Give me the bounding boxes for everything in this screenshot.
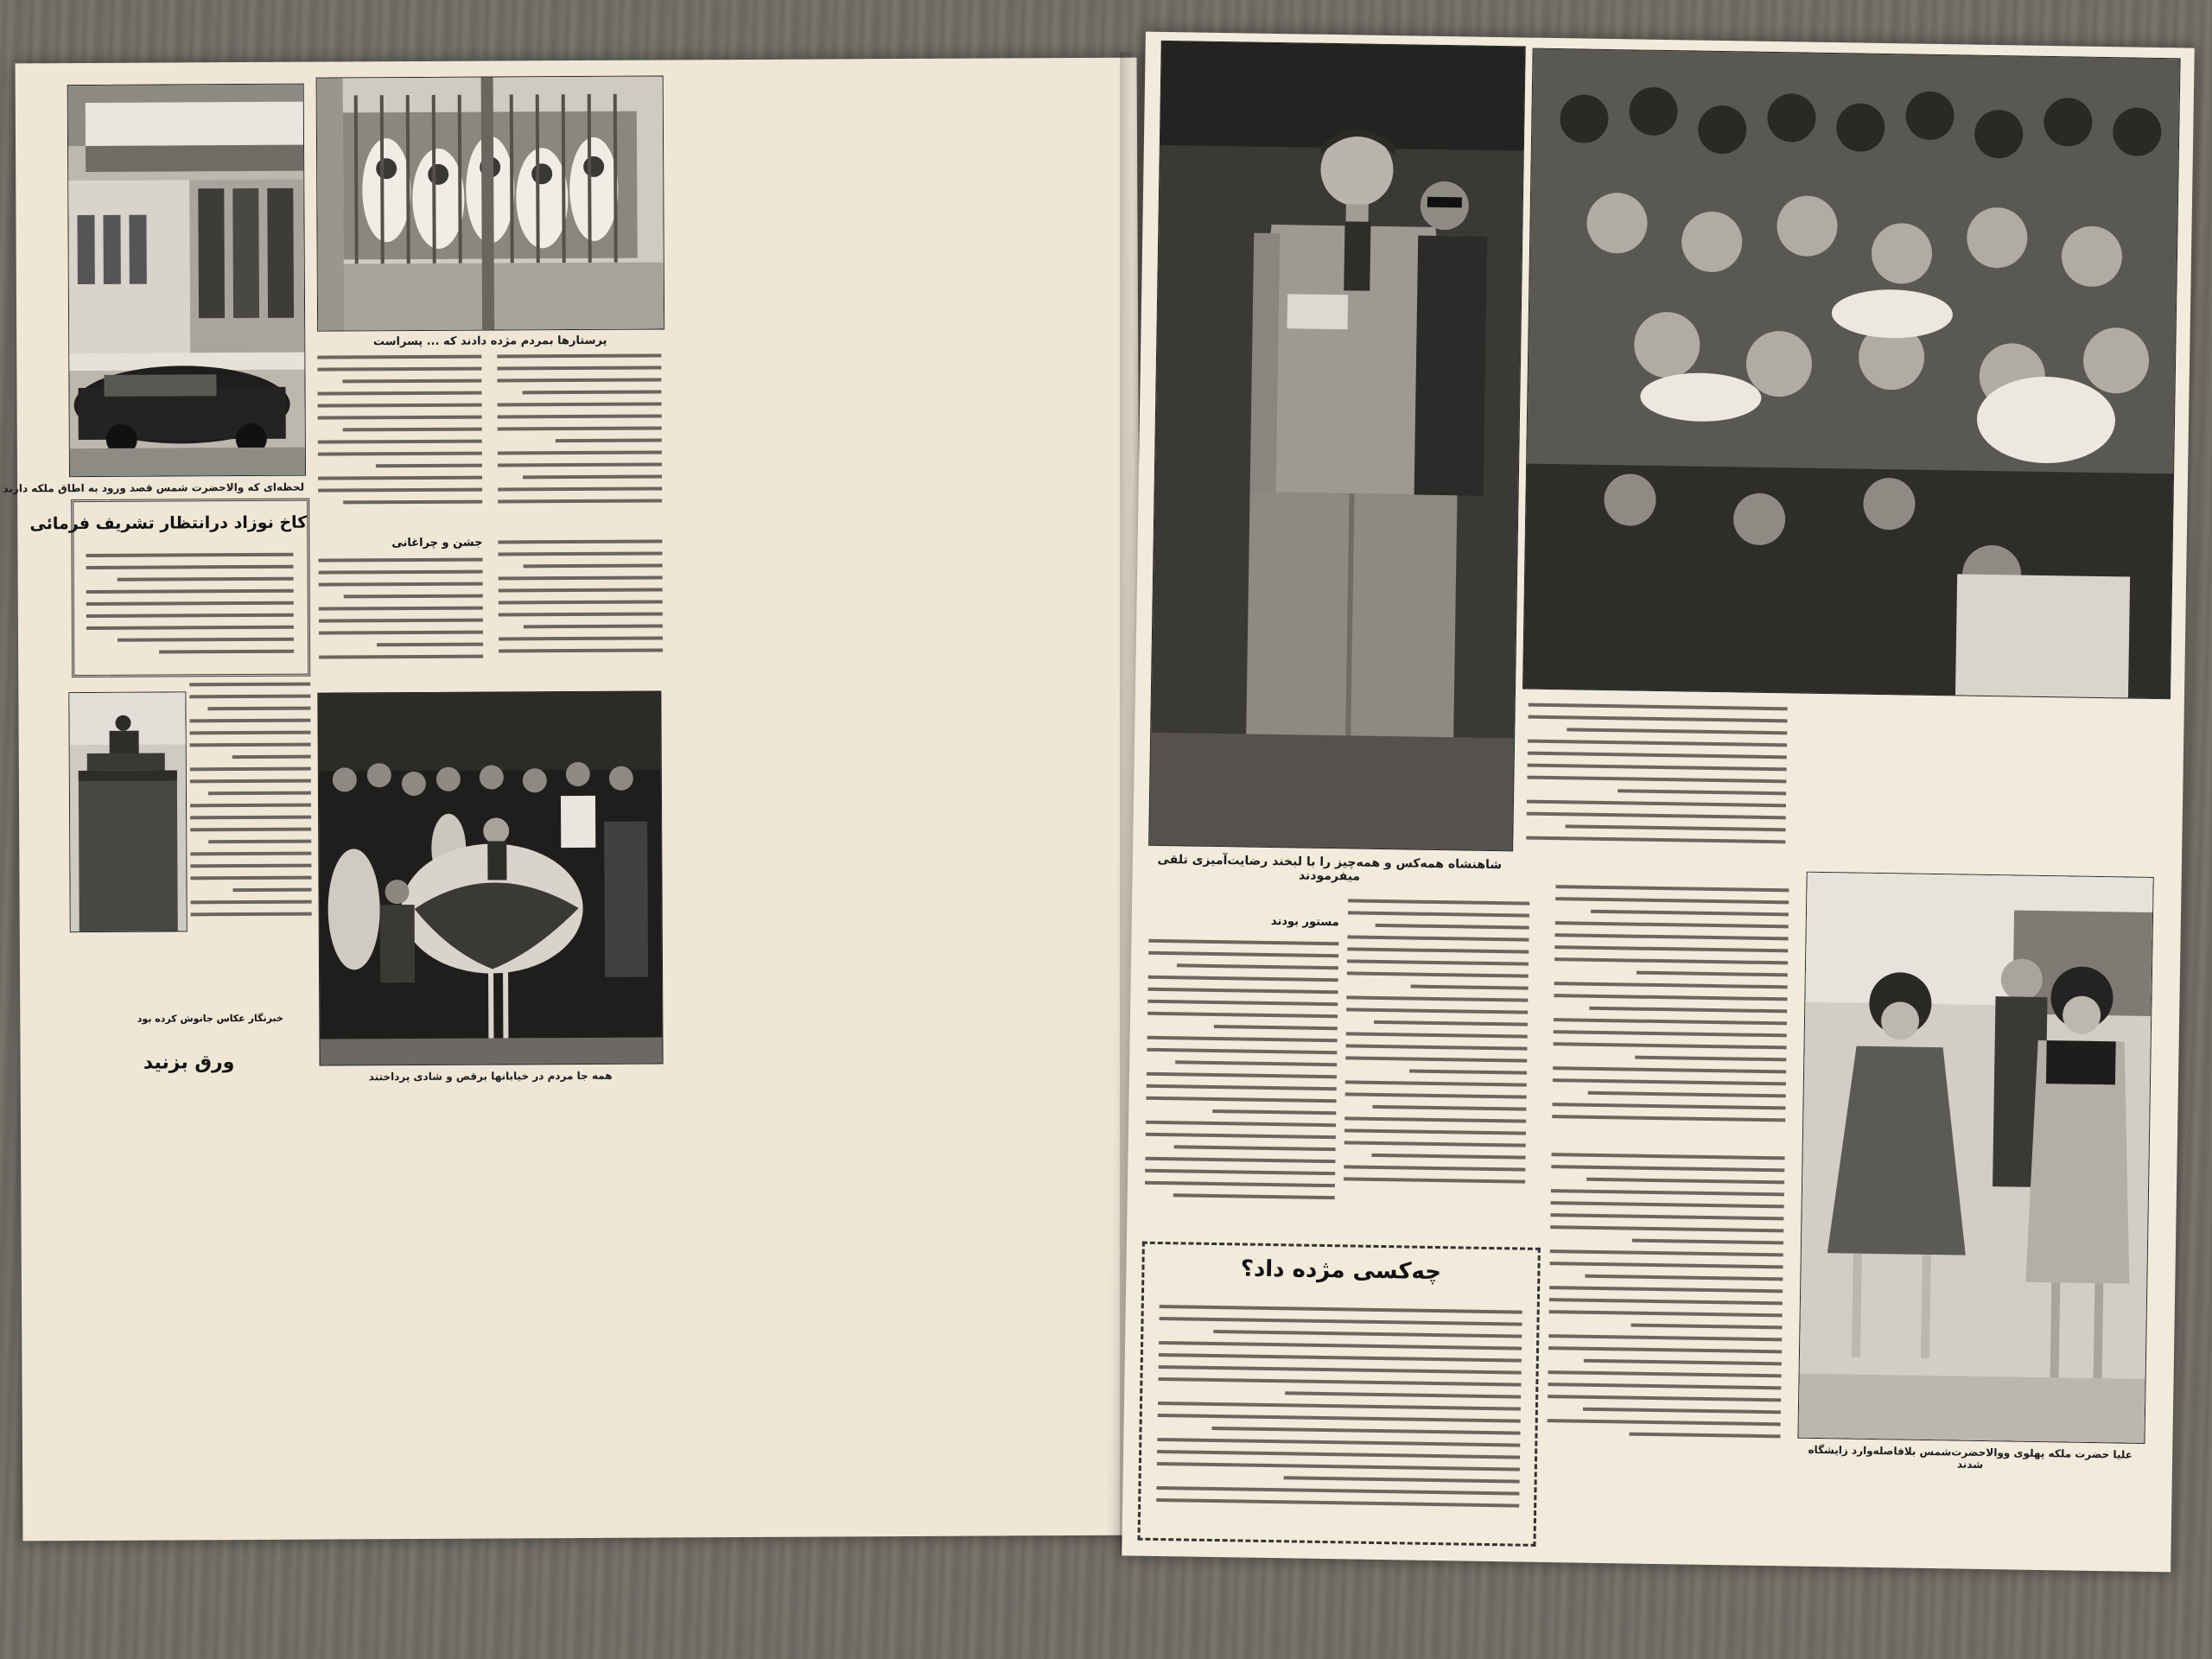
box-headline-who: چه‌کسی مژده داد؟ [1240, 1255, 1442, 1286]
photo-nurses-window [316, 75, 665, 331]
section-heading-celebration: جشن و چراغانی [391, 536, 483, 550]
article-column-mid-right [498, 539, 663, 678]
right-page [1122, 32, 2195, 1573]
article-column-upper-right [497, 353, 662, 527]
caption-bottom-right: علیا حضرت ملکه پهلوی ووالاحضرت‌شمس بلافاصله‌وارد زایشگاه شدند [1808, 1443, 2133, 1471]
article-column-right-lower [1547, 1153, 1785, 1484]
photo-man-podium [68, 691, 187, 932]
box-body-who [1156, 1305, 1522, 1531]
photo-shah-portrait [1148, 41, 1526, 852]
article-column-mid-left [319, 558, 484, 680]
photo-crowd-officers [1522, 48, 2181, 700]
subheading-right: مستور بودند [1270, 914, 1339, 930]
boxed-article-who-gave-news [1138, 1242, 1541, 1547]
left-page [3, 58, 1145, 1541]
photo-building-car [67, 84, 306, 477]
caption-dance: همه جا مردم در خیابانها برقص و شادی پرداختند [368, 1069, 613, 1084]
article-column-lower [189, 683, 312, 938]
article-column-right-mid [1552, 885, 1789, 1147]
box-headline-palace: کاخ نوزاد درانتظار تشریف فرمائی [29, 512, 308, 534]
article-column-right-top [1526, 703, 1788, 863]
footer-small: خبرنگار عکاس جانوش کرده بود [137, 1012, 283, 1025]
box-body-palace [86, 553, 295, 666]
photo-queen-princess [1797, 872, 2153, 1444]
caption-nurses: پرستارها بمردم مژده دادند که ... پسراست [372, 334, 607, 349]
article-column-right-left-b [1343, 899, 1529, 1238]
photo-dance-crowd [317, 691, 663, 1066]
caption-car: لحظه‌ای که والاحضرت شمس قصد ورود به اطاق ملکه دارند [3, 480, 305, 495]
footer-turn-page: ورق بزنید [143, 1052, 235, 1074]
boxed-article-palace [29, 499, 310, 677]
caption-shah: شاهنشاه همه‌کس و همه‌چیز را با لبخند رضایت‌آمیزی تلقی میفرمودند [1157, 852, 1503, 884]
article-column-right-left-a [1144, 939, 1338, 1236]
article-column-upper-left [317, 355, 482, 529]
